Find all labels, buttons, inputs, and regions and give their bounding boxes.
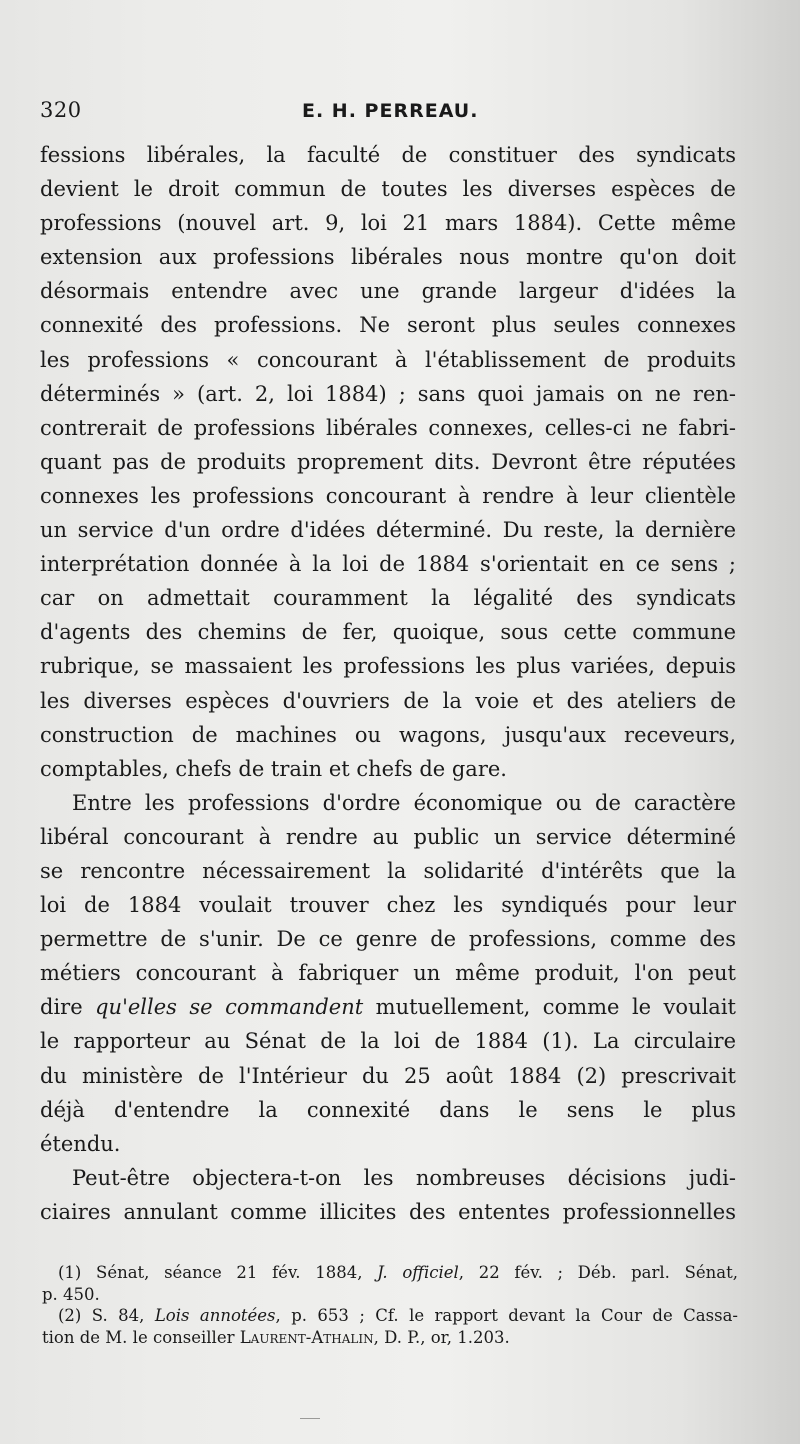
text-line: un service d'un ordre d'idées déterminé. Du reste, la dernière: [40, 518, 736, 543]
text-line: comptables, chefs de train et chefs de gare.: [40, 756, 507, 781]
footnote-line: [42, 1327, 738, 1349]
footnotes: [42, 1262, 738, 1348]
text-line: professions (nouvel art. 9, loi 21 mars 1884). Cette même: [40, 211, 736, 236]
text-line: libéral concourant à rendre au public un service déterminé: [40, 824, 736, 849]
text-line: ciaires annulant comme illicites des ententes professionnelles: [40, 1199, 736, 1224]
italic-phrase: qu'elles se commandent: [95, 995, 364, 1020]
text-line: d'agents des chemins de fer, quoique, sous cette commune: [40, 620, 736, 645]
text-line: interprétation donnée à la loi de 1884 s'orientait en ce sens ;: [40, 552, 736, 577]
text-line: se rencontre nécessairement la solidarité d'intérêts que la: [40, 858, 736, 883]
text-line: désormais entendre avec une grande largeur d'idées la: [40, 279, 736, 304]
text-fragment: (1) Sénat, séance 21 fév. 1884,: [58, 1263, 378, 1282]
text-line: Entre les professions d'ordre économique ou de caractère: [72, 790, 736, 815]
text-line: métiers concourant à fabriquer un même produit, l'on peut: [40, 961, 736, 986]
page-header: [40, 98, 740, 132]
text-line: déjà d'entendre la connexité dans le sens le plus: [40, 1097, 736, 1122]
text-fragment: , D. P., or, 1.203.: [373, 1327, 510, 1347]
italic-phrase: Lois annotées: [154, 1306, 276, 1325]
text-line: contrerait de professions libérales connexes, celles-ci ne fabri-: [40, 415, 736, 440]
running-head: E. H. PERREAU.: [302, 100, 479, 122]
text-line: car on admettait couramment la légalité des syndicats: [40, 586, 736, 611]
text-line: [40, 990, 736, 1024]
text-line: connexité des professions. Ne seront plus seules connexes: [40, 313, 736, 338]
body-text: [40, 138, 736, 1229]
text-line: loi de 1884 voulait trouver chez les syndiqués pour leur: [40, 893, 736, 918]
text-fragment: dire: [40, 995, 96, 1020]
text-fragment: (2) S. 84,: [58, 1306, 155, 1325]
small-caps-name: Laurent-Athalin: [239, 1327, 374, 1347]
text-line: rubrique, se massaient les professions les plus variées, depuis: [40, 654, 736, 679]
text-fragment: , p. 653 ; Cf. le rapport devant la Cour de Cassa-: [275, 1306, 738, 1325]
text-line: devient le droit commun de toutes les diverses espèces de: [40, 177, 736, 202]
italic-phrase: J. officiel: [377, 1263, 459, 1282]
text-fragment: mutuellement, comme le voulait: [363, 995, 736, 1020]
text-line: fessions libérales, la faculté de constituer des syndicats: [40, 143, 736, 167]
footnote-line: p. 450.: [42, 1284, 100, 1304]
text-line: déterminés » (art. 2, loi 1884) ; sans quoi jamais on ne ren-: [40, 381, 736, 406]
text-line: construction de machines ou wagons, jusqu'aux receveurs,: [40, 722, 736, 747]
footnote-line: [42, 1305, 738, 1327]
text-fragment: , 22 fév. ; Déb. parl. Sénat,: [458, 1263, 738, 1282]
page-number: 320: [40, 98, 82, 122]
text-fragment: tion de M. le conseiller: [42, 1327, 240, 1347]
text-line: connexes les professions concourant à rendre à leur clientèle: [40, 483, 736, 508]
footnote-line: [42, 1262, 738, 1284]
text-line: les diverses espèces d'ouvriers de la voie et des ateliers de: [40, 688, 736, 713]
text-line: extension aux professions libérales nous montre qu'on doit: [40, 245, 736, 270]
page-blemish: [300, 1418, 320, 1419]
text-line: étendu.: [40, 1131, 121, 1156]
text-line: Peut-être objectera-t-on les nombreuses décisions judi-: [72, 1165, 736, 1190]
text-line: le rapporteur au Sénat de la loi de 1884 (1). La circulaire: [40, 1029, 736, 1054]
text-line: du ministère de l'Intérieur du 25 août 1884 (2) prescrivait: [40, 1063, 736, 1088]
text-line: quant pas de produits proprement dits. Devront être réputées: [40, 449, 736, 474]
text-line: les professions « concourant à l'établissement de produits: [40, 347, 736, 372]
text-line: permettre de s'unir. De ce genre de professions, comme des: [40, 927, 736, 952]
